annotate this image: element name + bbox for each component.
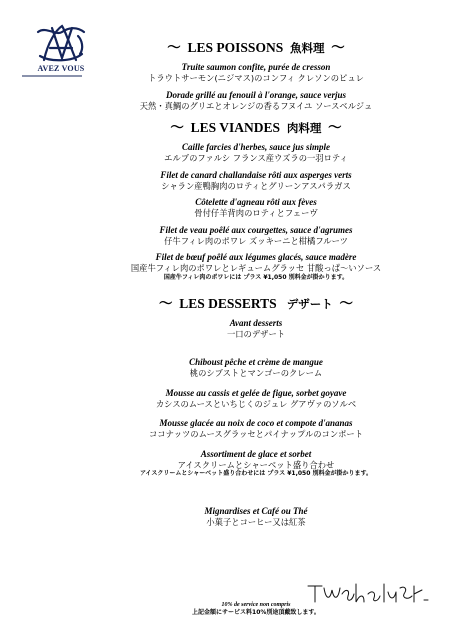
section-title-desserts: 〜 LES DESSERTS デザート 〜 [158,295,354,311]
dish-item [95,357,417,379]
dish-name-jp: 天然・真鯛のグリエとオレンジの香るフヌイユ ソースベルジュ [139,100,373,111]
dish-name-fr: Caille farcies d'herbes, sauce jus simple [182,142,330,152]
section-title-text: LES DESSERTS [179,295,277,311]
dish-item [95,418,417,440]
dish-name-jp: トラウトサーモン(ニジマス)のコンフィ クレソンのピュレ [148,73,364,83]
dish-name-fr: Assortiment de glace et sorbet [200,448,312,459]
dish-name-fr: Mousse glacée au noix de coco et compote d'ananas [159,418,353,428]
dish-item [95,318,417,340]
dish-item [95,62,417,84]
dish-name-jp: 仔牛フィレ肉のポワレ ズッキーニと柑橘フルーツ [164,235,348,246]
dish-name-jp: 国産牛フィレ肉のポワレとレギュームグラッセ 甘酸っぱ〜いソース [130,263,382,273]
section-title-text: LES VIANDES [190,120,281,135]
monogram-logo-icon [22,22,100,66]
dish-name-jp: シャラン産鴨胸肉のロティとグリーンアスパラガス [161,180,351,191]
dish-name-fr: Chiboust pêche et crème de mangue [189,357,323,367]
dish-item [95,197,417,219]
dish-name-jp: エルブのファルシ フランス産ウズラの一羽ロティ [164,153,348,163]
dish-item [95,388,417,410]
dish-name-fr: Filet de bœuf poêlé aux légumes glacés, sauce madère [155,252,357,262]
dish-name-fr: Mousse au cassis et gelée de figue, sorbet goyave [165,387,347,398]
dish-name-fr: Dorade grillé au fenouil à l'orange, sauce verjus [165,89,346,100]
dish-name-fr: Filet de canard challandaise rôti aux asperges verts [160,169,352,180]
surcharge-note: アイスクリームとシャーベット盛り合わせには プラス ¥1,050 別料金が掛かります。 [139,470,373,477]
dish-name-fr: Côtelette d'agneau rôti aux fèves [195,197,317,207]
service-charge-note: 10% de service non compris [221,602,291,608]
dish-name-jp: 骨付仔羊背肉のロティとフェーヴ [194,208,318,218]
dish-item [95,170,417,192]
dish-item [95,449,417,479]
dish-item [95,506,417,528]
dish-name-fr: Truite saumon confite, purée de cresson [181,62,331,72]
dish-item [95,225,417,247]
dish-name-jp: ココナッツのムースグラッセとパイナップルのコンポート [148,429,364,439]
section-title-text: LES POISSONS [187,40,284,55]
logo-underline [22,74,100,78]
restaurant-logo [22,22,100,92]
dish-name-jp: 桃のシブストとマンゴーのクレーム [189,368,323,378]
dish-item [95,142,417,164]
surcharge-note: 国産牛フィレ肉のポワレには プラス ¥1,050 別料金が掛かります。 [163,273,349,281]
dish-name-fr: Avant desserts [229,317,283,328]
dish-name-jp: 小菓子とコーヒー又は紅茶 [206,517,306,527]
section-title-viandes: 〜 LES VIANDES 肉料理 〜 [170,120,342,135]
service-charge-note-jp: 上記金額にサービス料10%別途頂戴致します。 [192,609,320,616]
section-title-poissons: 〜 LES POISSONS 魚料理 〜 [167,40,345,55]
dish-name-fr: Filet de veau poêlé aux courgettes, sauce d'agrumes [159,224,353,235]
section-title-jp: 肉料理 [286,121,322,135]
dish-name-fr: Mignardises et Café ou Thé [204,506,308,516]
menu-content [95,40,417,534]
section-title-jp: 魚料理 [289,41,325,55]
dish-name-jp: カシスのムースといちじくのジュレ グアヴァのソルベ [155,398,357,409]
section-title-jp: デザート [286,296,333,311]
dish-item [95,90,417,112]
dish-item [95,252,417,282]
logo-wordmark: AVEZ VOUS [37,64,85,73]
footer [95,601,417,617]
dish-name-jp: 一口のデザート [226,328,286,339]
dish-name-jp: アイスクリームとシャーベット盛り合わせ [177,459,335,470]
